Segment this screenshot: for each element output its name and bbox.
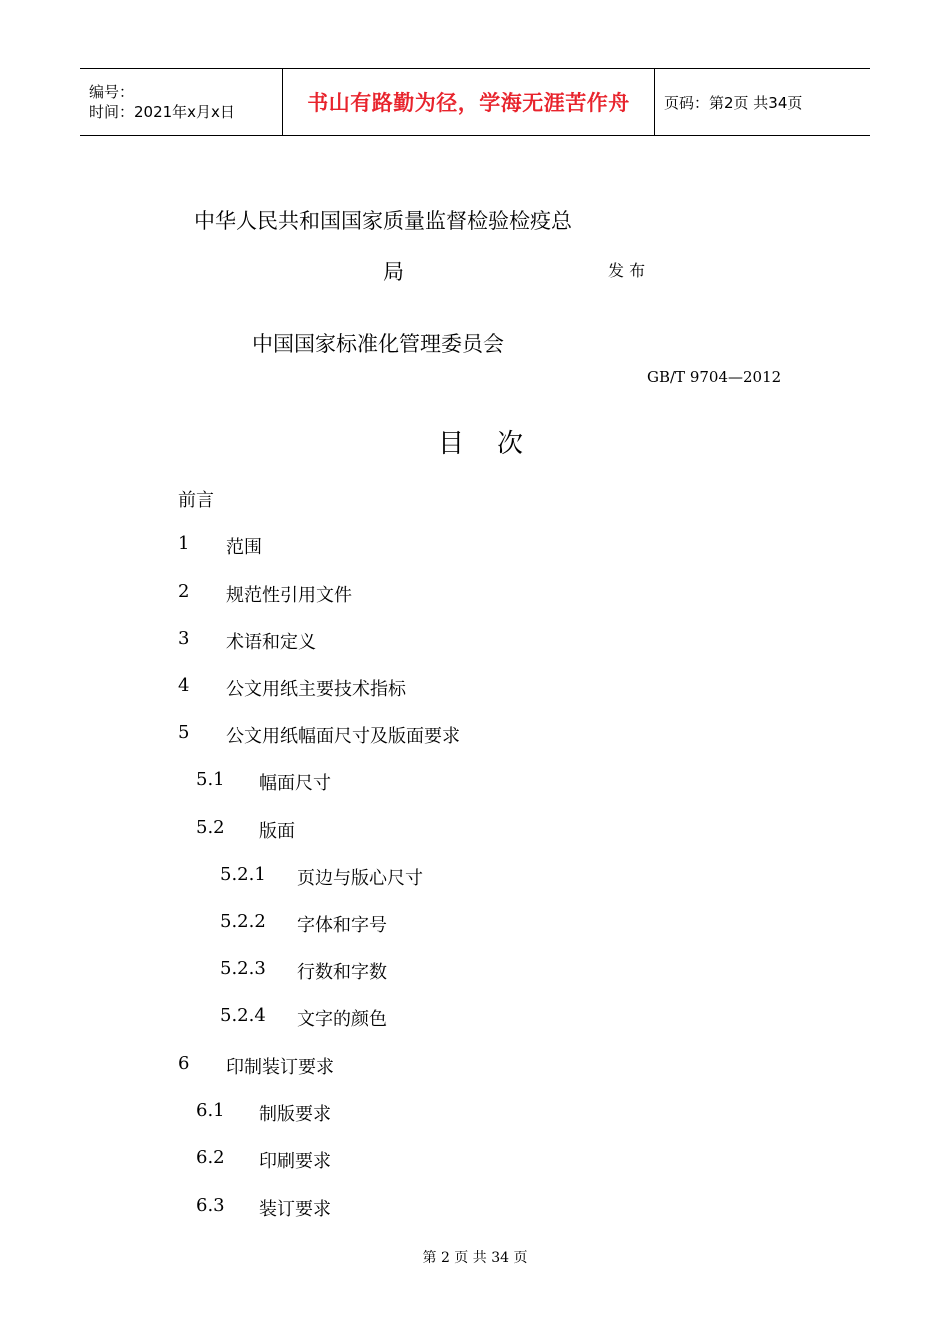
standard-code: GB/T 9704—2012 [647, 368, 782, 386]
toc-item-label: 幅面尺寸 [259, 773, 331, 794]
toc-item-label: 版面 [259, 821, 295, 842]
document-time: 时间：2021年x月x日 [89, 103, 235, 121]
toc-item-number: 2 [178, 581, 190, 602]
toc-item-number: 6.2 [196, 1147, 225, 1168]
toc-item-number: 5.1 [196, 769, 225, 790]
toc-item-label: 印刷要求 [259, 1151, 331, 1172]
toc-item-label: 文字的颜色 [297, 1009, 387, 1030]
toc-item-label: 规范性引用文件 [226, 585, 352, 606]
toc-item-number: 3 [178, 628, 190, 649]
toc-item-number: 4 [178, 675, 190, 696]
toc-item-label: 装订要求 [259, 1199, 331, 1220]
toc-item-number: 5.2.3 [220, 958, 266, 979]
toc-item-number: 6.3 [196, 1195, 225, 1216]
header-motto [282, 69, 655, 135]
page-number-label: 页码：第2页 共34页 [664, 93, 803, 112]
toc-title: 目 次 [438, 429, 524, 459]
header-page-info [655, 69, 870, 135]
page-header [80, 68, 870, 136]
toc-item-number: 5.2.1 [220, 864, 266, 885]
release-label: 发 布 [608, 261, 646, 280]
toc-item-number: 5 [178, 722, 190, 743]
toc-item-label: 前言 [178, 490, 214, 511]
toc-item-label: 字体和字号 [297, 915, 387, 936]
toc-item-label: 行数和字数 [297, 962, 387, 983]
toc-item-number: 1 [178, 533, 190, 554]
toc-item-label: 公文用纸幅面尺寸及版面要求 [226, 726, 460, 747]
toc-item-label: 公文用纸主要技术指标 [226, 679, 406, 700]
motto-text: 书山有路勤为径，学海无涯苦作舟 [307, 91, 630, 115]
toc-item-number: 5.2.4 [220, 1005, 266, 1026]
page-footer: 第 2 页 共 34 页 [422, 1250, 528, 1266]
issuer-line-2: 局 [383, 260, 404, 284]
toc-item-label: 术语和定义 [226, 632, 316, 653]
toc-item-label: 范围 [226, 537, 262, 558]
toc-item-number: 6.1 [196, 1100, 225, 1121]
toc-item-number: 6 [178, 1053, 190, 1074]
toc-item-label: 印制装订要求 [226, 1057, 334, 1078]
header-meta [80, 69, 282, 135]
toc-item-number: 5.2 [196, 817, 225, 838]
issuer-line-1: 中华人民共和国国家质量监督检验检疫总 [194, 209, 572, 233]
toc-item-label: 制版要求 [259, 1104, 331, 1125]
toc-item-label: 页边与版心尺寸 [297, 868, 423, 889]
document-number-label: 编号： [89, 83, 135, 101]
issuer-line-3: 中国国家标准化管理委员会 [252, 332, 504, 356]
toc-item-number: 5.2.2 [220, 911, 266, 932]
